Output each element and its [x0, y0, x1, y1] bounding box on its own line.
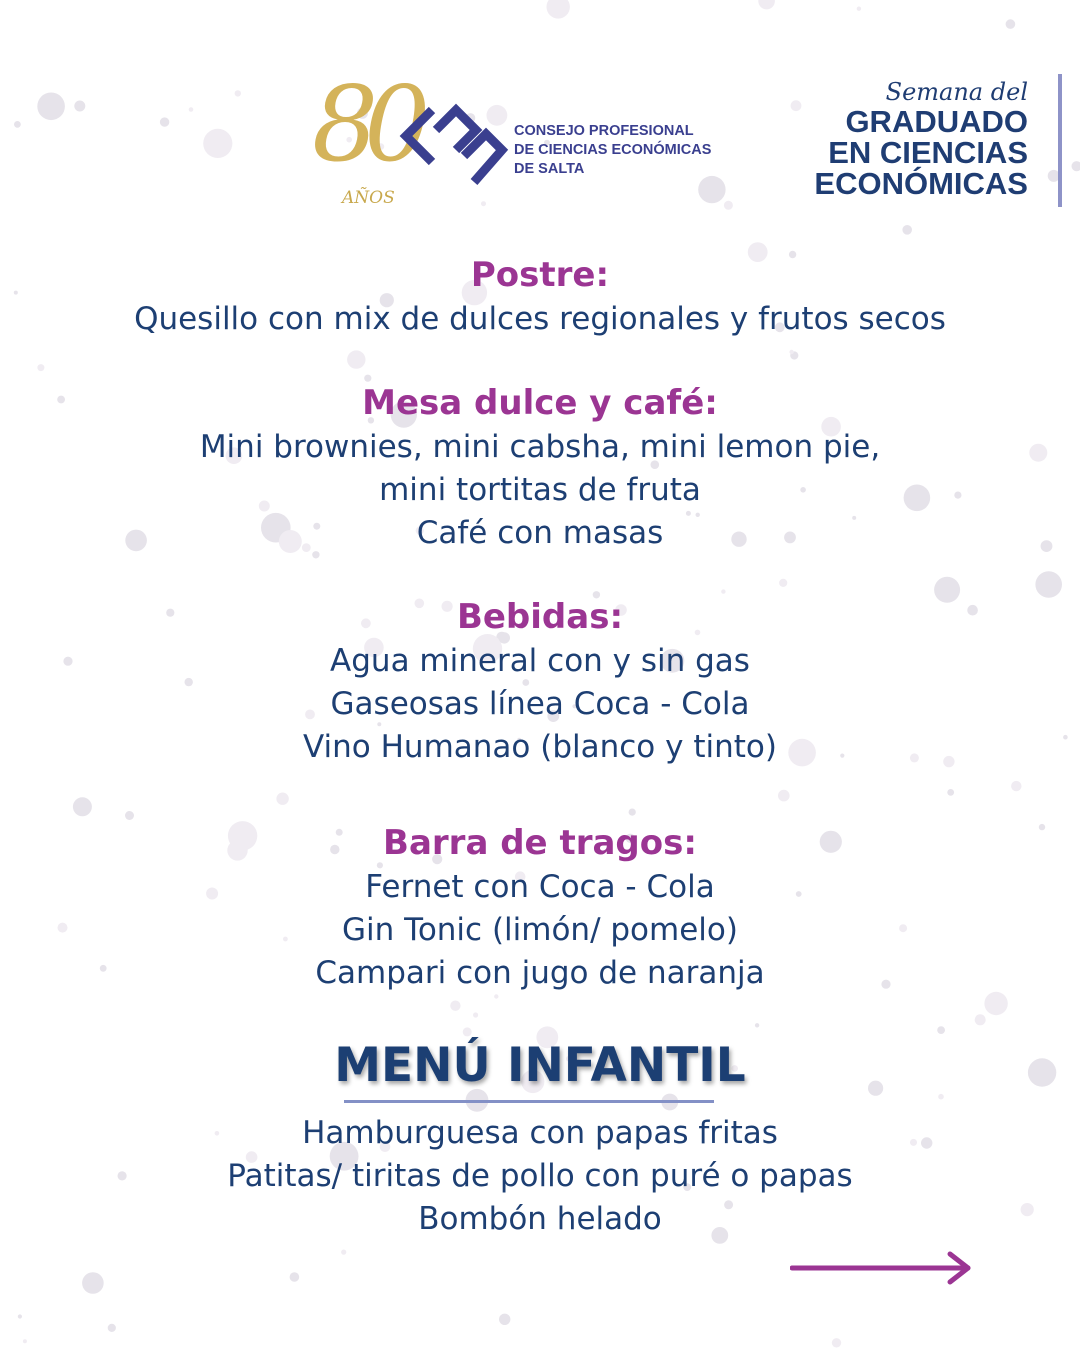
event-title-line: EN CIENCIAS — [828, 135, 1028, 170]
background-dot — [547, 0, 570, 19]
anniversary-number: 80 — [312, 63, 417, 185]
background-dot — [499, 1314, 510, 1325]
background-dot — [902, 225, 912, 235]
background-dot — [125, 811, 134, 820]
event-title-line: ECONÓMICAS — [814, 166, 1028, 201]
background-dot — [347, 350, 365, 368]
background-dot — [37, 93, 65, 121]
background-dot — [789, 350, 793, 354]
section-title: MENÚ INFANTIL — [334, 1038, 746, 1093]
background-dot — [463, 1027, 472, 1036]
section-heading: Mesa dulce y café: — [362, 383, 718, 423]
section-heading: Bebidas: — [456, 597, 624, 637]
background-dot — [1072, 161, 1080, 171]
cpce-emblem-icon — [398, 100, 510, 190]
background-dot — [450, 1001, 460, 1011]
background-dot — [108, 1324, 116, 1332]
organization-line: CONSEJO PROFESIONAL — [514, 123, 694, 139]
menu-item: mini tortitas de fruta — [379, 472, 701, 508]
background-dot — [73, 797, 92, 816]
background-dot — [18, 1314, 22, 1318]
section-heading: Postre: — [470, 255, 610, 295]
section-bebidas — [0, 594, 1080, 769]
menu-item: Gaseosas línea Coca - Cola — [330, 686, 750, 722]
background-dot — [160, 117, 169, 126]
background-dot — [758, 0, 775, 9]
menu-item: Patitas/ tiritas de pollo con puré o papas — [227, 1158, 853, 1194]
background-dot — [23, 1339, 27, 1343]
background-dot — [473, 1012, 478, 1017]
menu-item: Gin Tonic (limón/ pomelo) — [342, 912, 738, 948]
event-title-block — [814, 78, 1048, 199]
section-barra-de-tragos — [0, 820, 1080, 995]
background-dot — [14, 121, 21, 128]
background-dot — [984, 992, 1007, 1015]
background-dot — [778, 790, 790, 802]
background-dot — [276, 793, 288, 805]
background-dot — [975, 1014, 986, 1025]
background-dot — [74, 101, 85, 112]
menu-item: Hamburguesa con papas fritas — [302, 1115, 778, 1151]
background-dot — [755, 1023, 759, 1027]
section-mesa-dulce — [0, 380, 1080, 555]
arrow-right-icon[interactable] — [790, 1250, 975, 1286]
background-dot — [290, 1272, 300, 1282]
background-dot — [1011, 781, 1021, 791]
menu-item: Mini brownies, mini cabsha, mini lemon pie, — [199, 429, 881, 465]
menu-item: Agua mineral con y sin gas — [330, 643, 750, 679]
background-dot — [189, 107, 194, 112]
event-prefix: Semana del — [885, 78, 1028, 106]
organization-name — [514, 122, 711, 179]
background-dot — [937, 1026, 945, 1034]
organization-line: DE SALTA — [514, 161, 585, 177]
menu-item: Vino Humanao (blanco y tinto) — [303, 729, 777, 765]
cpce-logo — [310, 63, 760, 212]
background-dot — [37, 364, 44, 371]
event-divider-bar — [1058, 74, 1062, 207]
menu-item: Campari con jugo de naranja — [315, 955, 765, 991]
background-dot — [203, 129, 232, 158]
background-dot — [629, 809, 636, 816]
menu-item: Café con masas — [416, 515, 664, 551]
title-underline — [344, 1100, 714, 1103]
event-title-line: GRADUADO — [845, 104, 1028, 139]
menu-item: Bombón helado — [418, 1201, 662, 1237]
background-dot — [779, 579, 787, 587]
background-dot — [832, 1338, 841, 1347]
section-postre — [0, 252, 1080, 341]
background-dot — [857, 7, 861, 11]
background-dot — [791, 100, 802, 111]
background-dot — [1006, 19, 1016, 29]
background-dot — [341, 1250, 346, 1255]
background-dot — [235, 90, 241, 96]
menu-item: Fernet con Coca - Cola — [365, 869, 715, 905]
organization-line: DE CIENCIAS ECONÓMICAS — [514, 142, 712, 158]
section-menu-infantil — [0, 1038, 1080, 1094]
menu-item: Quesillo con mix de dulces regionales y frutos secos — [134, 301, 946, 337]
anniversary-years-label: AÑOS — [342, 188, 395, 208]
background-dot — [947, 789, 954, 796]
menu-infantil-items — [0, 1112, 1080, 1241]
background-dot — [938, 1094, 944, 1100]
background-dot — [82, 1272, 104, 1294]
section-heading: Barra de tragos: — [383, 823, 697, 863]
